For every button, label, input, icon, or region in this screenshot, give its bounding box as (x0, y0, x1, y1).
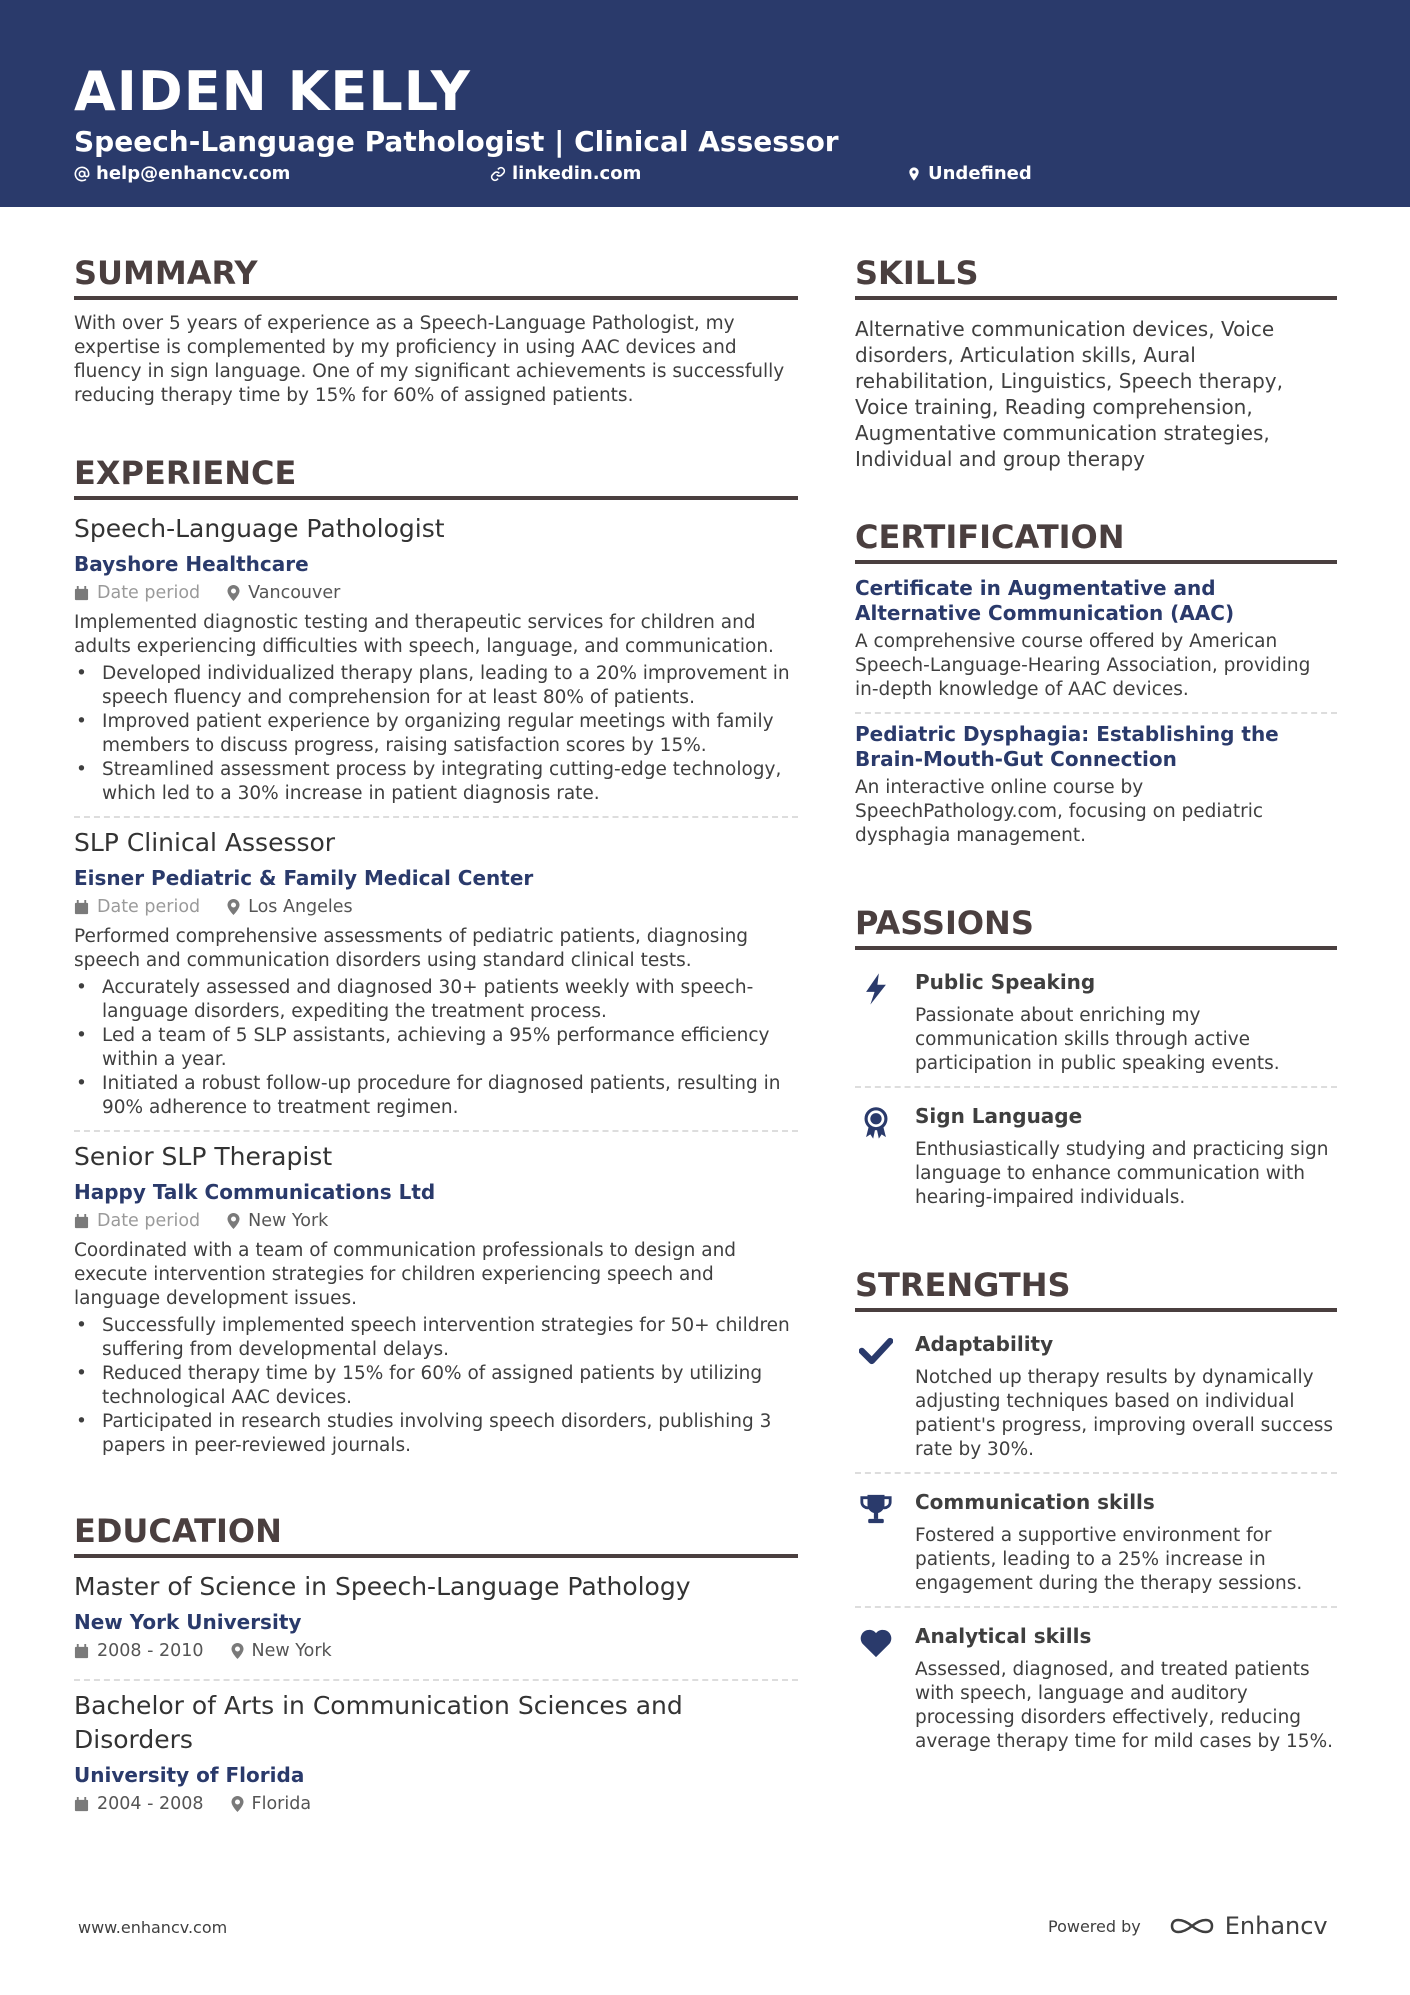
job-location-text: Vancouver (248, 583, 341, 603)
education-location-text: Florida (251, 1794, 312, 1814)
passions-heading: PASSIONS (855, 900, 1337, 950)
candidate-title: Speech-Language Pathologist | Clinical Assessor (74, 125, 839, 158)
passion-item (855, 962, 1337, 1086)
link-icon (490, 166, 506, 182)
lightning-icon (859, 972, 893, 1006)
summary-text: With over 5 years of experience as a Speech-Language Pathologist, my expertise is complemented by my proficiency in using AAC devices and fluency in sign language. One of my significant achievements is successfully reducing therapy time by 15% for 60% of assigned patients. (74, 313, 785, 406)
passion-description: Passionate about enriching my communication skills through active participation in public speaking events. (915, 1005, 1280, 1074)
entry-divider (855, 712, 1337, 714)
job-date: Date period (97, 1211, 201, 1231)
skills-list: Alternative communication devices, Voice disorders, Articulation skills, Aural rehabilitation, Linguistics, Speech therapy, Voice training, Reading comprehension, Augmentative communication strategies, Individual and group therapy (855, 317, 1283, 471)
job-description: Performed comprehensive assessments of pediatric patients, diagnosing speech and communication disorders using standard clinical tests. (74, 926, 749, 971)
job-bullet: • Reduced therapy time by 15% for 60% of assigned patients by utilizing technological AAC devices. (74, 1362, 798, 1410)
job-location-text: Los Angeles (248, 897, 353, 917)
entry-divider (855, 1472, 1337, 1474)
strength-description: Notched up therapy results by dynamically adjusting techniques based on individual patient's progress, improving overall success rate by 30%. (915, 1367, 1334, 1460)
strength-title: Communication skills (915, 1490, 1155, 1514)
email-text: help@enhancv.com (96, 163, 291, 184)
job-date: Date period (97, 583, 201, 603)
left-column (74, 250, 798, 1874)
location-pin-icon (231, 1643, 244, 1659)
trophy-icon (859, 1492, 893, 1526)
entry-divider (74, 1130, 798, 1132)
strength-description: Fostered a supportive environment for patients, leading to a 25% increase in engagement during the therapy sessions. (915, 1525, 1303, 1594)
location-pin-icon (227, 899, 240, 915)
location-pin-icon (231, 1796, 244, 1812)
education-section (74, 1508, 798, 1832)
calendar-icon (74, 1214, 89, 1229)
footer-website[interactable]: www.enhancv.com (78, 1918, 228, 1937)
award-ribbon-icon (859, 1106, 893, 1140)
job-bullet: • Improved patient experience by organizing regular meetings with family members to discuss progress, raising satisfaction scores by 15%. (74, 710, 798, 758)
passion-description: Enthusiastically studying and practicing sign language to enhance communication with hearing-impaired individuals. (915, 1139, 1329, 1208)
education-meta (74, 1639, 798, 1663)
job-location (227, 581, 340, 605)
job-bullets (74, 662, 798, 806)
entry-divider (855, 1606, 1337, 1608)
strengths-heading: STRENGTHS (855, 1262, 1337, 1312)
job-meta (74, 1209, 798, 1233)
certification-title: Pediatric Dysphagia: Establishing the Brain-Mouth-Gut Connection (855, 722, 1279, 771)
footer-branding (1048, 1912, 1328, 1940)
job-location (227, 1209, 328, 1233)
education-entry (74, 1570, 798, 1679)
job-role: Senior SLP Therapist (74, 1142, 333, 1171)
strength-title: Analytical skills (915, 1624, 1092, 1648)
education-entry (74, 1689, 798, 1832)
strength-item (855, 1482, 1337, 1606)
education-date: 2004 - 2008 (97, 1794, 204, 1814)
strengths-section (855, 1262, 1337, 1764)
job-description: Implemented diagnostic testing and therapeutic services for children and adults experiencing difficulties with speech, language, and communication. (74, 612, 774, 657)
at-sign-icon (74, 166, 90, 182)
contact-linkedin[interactable] (490, 161, 641, 187)
entry-divider (74, 816, 798, 818)
certification-heading: CERTIFICATION (855, 514, 1337, 564)
job-bullet: • Led a team of 5 SLP assistants, achieving a 95% performance efficiency within a year. (74, 1024, 798, 1072)
job-bullet: • Developed individualized therapy plans, leading to a 20% improvement in speech fluency and comprehension for at least 80% of patients. (74, 662, 798, 710)
summary-section (74, 250, 798, 408)
candidate-name: AIDEN KELLY (74, 60, 471, 123)
skills-section (855, 250, 1337, 472)
strength-title: Adaptability (915, 1332, 1054, 1356)
calendar-icon (74, 1797, 89, 1812)
heart-icon (859, 1626, 893, 1660)
job-role: SLP Clinical Assessor (74, 828, 336, 857)
entry-divider (74, 1679, 798, 1681)
brand-name: Enhancv (1224, 1912, 1328, 1940)
strength-description: Assessed, diagnosed, and treated patients with speech, language and auditory processing disorders effectively, reducing average therapy time for mild cases by 15%. (915, 1659, 1334, 1752)
skills-heading: SKILLS (855, 250, 1337, 300)
job-location-text: New York (248, 1211, 329, 1231)
school-name: New York University (74, 1610, 302, 1634)
experience-heading: EXPERIENCE (74, 450, 798, 500)
certification-item (855, 576, 1337, 712)
linkedin-text: linkedin.com (512, 163, 642, 184)
job-role: Speech-Language Pathologist (74, 514, 445, 543)
job-bullet: • Initiated a robust follow-up procedure for diagnosed patients, resulting in 90% adherence to treatment regimen. (74, 1072, 798, 1120)
brand-logo[interactable] (1169, 1912, 1328, 1940)
job-bullets (74, 1314, 798, 1458)
education-heading: EDUCATION (74, 1508, 798, 1558)
passion-title: Public Speaking (915, 970, 1096, 994)
calendar-icon (74, 1644, 89, 1659)
job-company: Eisner Pediatric & Family Medical Center (74, 866, 534, 890)
contact-location (906, 161, 1032, 187)
certification-item (855, 722, 1337, 858)
right-column (855, 250, 1337, 1806)
job-bullet: • Participated in research studies involving speech disorders, publishing 3 papers in peer-reviewed journals. (74, 1410, 798, 1458)
experience-entry (74, 512, 798, 816)
powered-by-text: Powered by (1048, 1916, 1141, 1936)
job-date: Date period (97, 897, 201, 917)
school-name: University of Florida (74, 1763, 305, 1787)
job-bullets (74, 976, 798, 1120)
location-pin-icon (227, 1213, 240, 1229)
passion-title: Sign Language (915, 1104, 1083, 1128)
entry-divider (855, 1086, 1337, 1088)
education-meta (74, 1792, 798, 1816)
certification-description: A comprehensive course offered by American Speech-Language-Hearing Association, providing in-depth knowledge of AAC devices. (855, 631, 1311, 700)
job-bullet: • Streamlined assessment process by integrating cutting-edge technology, which led to a 30% increase in patient diagnosis rate. (74, 758, 798, 806)
job-company: Happy Talk Communications Ltd (74, 1180, 436, 1204)
enhancv-logo-icon (1169, 1913, 1215, 1939)
job-company: Bayshore Healthcare (74, 552, 309, 576)
education-location (231, 1792, 312, 1816)
passion-item (855, 1096, 1337, 1220)
contact-email[interactable] (74, 161, 290, 187)
calendar-icon (74, 900, 89, 915)
job-description: Coordinated with a team of communication professionals to design and execute intervention strategies for children experiencing speech and language development issues. (74, 1240, 737, 1309)
certification-description: An interactive online course by SpeechPathology.com, focusing on pediatric dysphagia management. (855, 777, 1264, 846)
resume-header (0, 0, 1410, 207)
summary-heading: SUMMARY (74, 250, 798, 300)
passions-section (855, 900, 1337, 1220)
job-meta (74, 581, 798, 605)
certification-title: Certificate in Augmentative and Alternative Communication (AAC) (855, 576, 1235, 625)
degree-title: Bachelor of Arts in Communication Sciences and Disorders (74, 1691, 683, 1754)
experience-entry (74, 826, 798, 1130)
job-location (227, 895, 353, 919)
job-meta (74, 895, 798, 919)
location-pin-icon (906, 166, 922, 182)
certification-section (855, 514, 1337, 858)
location-pin-icon (227, 585, 240, 601)
education-date: 2008 - 2010 (97, 1641, 204, 1661)
strength-item (855, 1616, 1337, 1764)
education-location (231, 1639, 332, 1663)
degree-title: Master of Science in Speech-Language Pathology (74, 1572, 691, 1601)
location-text: Undefined (928, 163, 1032, 184)
job-bullet: • Successfully implemented speech intervention strategies for 50+ children suffering from developmental delays. (74, 1314, 798, 1362)
strength-item (855, 1324, 1337, 1472)
calendar-icon (74, 586, 89, 601)
education-location-text: New York (251, 1641, 332, 1661)
experience-section (74, 450, 798, 1468)
job-bullet: • Accurately assessed and diagnosed 30+ patients weekly with speech-language disorders, expediting the treatment process. (74, 976, 798, 1024)
checkmark-icon (859, 1334, 893, 1368)
experience-entry (74, 1140, 798, 1468)
